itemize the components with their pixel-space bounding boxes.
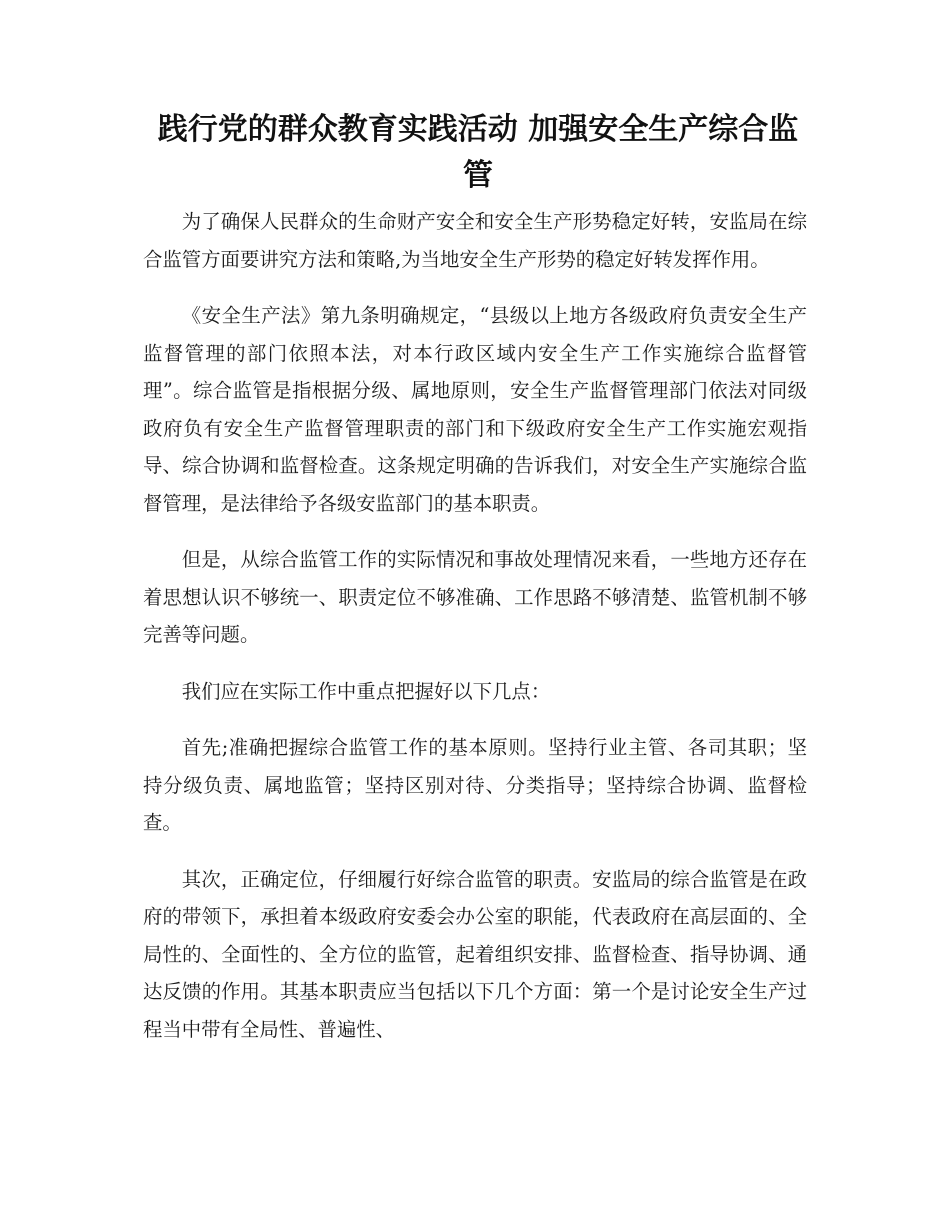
- paragraph-problems: 但是，从综合监管工作的实际情况和事故处理情况来看，一些地方还存在着思想认识不够统一、职责定位不够准确、工作思路不够清楚、监管机制不够完善等问题。: [143, 548, 807, 646]
- paragraph-key-points: 我们应在实际工作中重点把握好以下几点：: [181, 679, 551, 703]
- document-title: 践行党的群众教育实践活动 加强安全生产综合监管: [157, 112, 799, 193]
- document-body: [143, 203, 807, 1067]
- paragraph-first-point: 首先;准确把握综合监管工作的基本原则。坚持行业主管、各司其职；坚持分级负责、属地监管；坚持区别对待、分类指导；坚持综合协调、监督检查。: [143, 736, 807, 834]
- paragraph-law-article: 《安全生产法》第九条明确规定，“县级以上地方各级政府负责安全生产监督管理的部门依照本法，对本行政区域内安全生产工作实施综合监督管理”。综合监管是指根据分级、属地原则，安全生产监督管理部门依法对同级政府负有安全生产监督管理职责的部门和下级政府安全生产工作实施宏观指导、综合协调和监督检查。这条规定明确的告诉我们，对安全生产实施综合监督管理，是法律给予各级安监部门的基本职责。: [143, 304, 807, 515]
- paragraph-second-point: 其次，正确定位，仔细履行好综合监管的职责。安监局的综合监管是在政府的带领下，承担着本级政府安委会办公室的职能，代表政府在高层面的、全局性的、全面性的、全方位的监管，起着组织安排、监督检查、指导协调、通达反馈的作用。其基本职责应当包括以下几个方面：第一个是讨论安全生产过程当中带有全局性、普遍性、: [143, 867, 807, 1041]
- paragraph-intro: 为了确保人民群众的生命财产安全和安全生产形势稳定好转，安监局在综合监管方面要讲究方法和策略,为当地安全生产形势的稳定好转发挥作用。: [143, 210, 807, 271]
